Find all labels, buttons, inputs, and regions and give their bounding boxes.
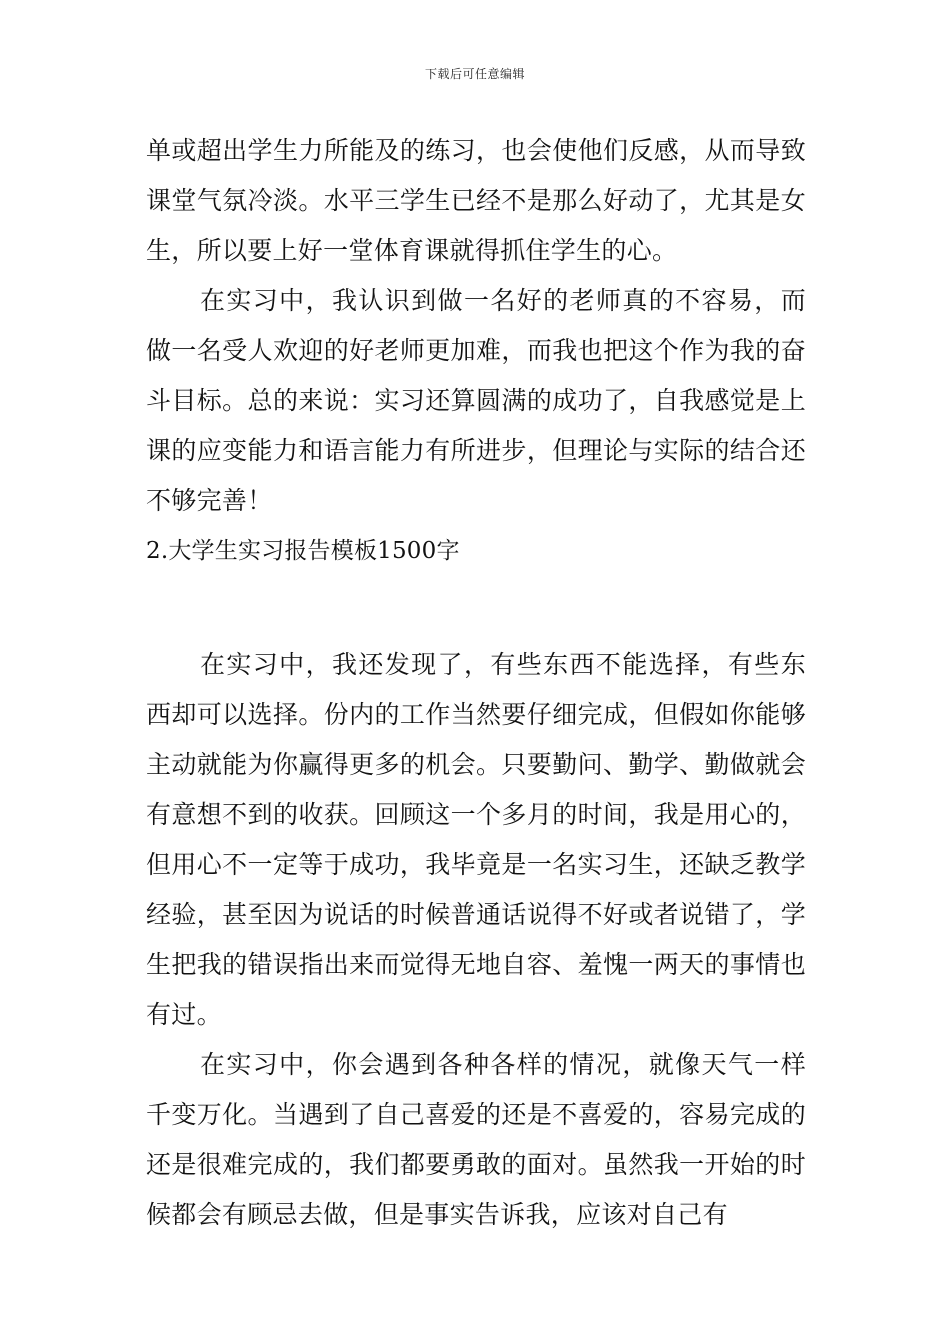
paragraph: 在实习中，我认识到做一名好的老师真的不容易，而做一名受人欢迎的好老师更加难，而我也把这个作为我的奋斗目标。总的来说：实习还算圆满的成功了，自我感觉是上课的应变能力和语言能力有所进步，但理论与实际的结合还不够完善！ <box>146 286 806 515</box>
section-spacer <box>146 576 806 640</box>
paragraph-continuation: 单或超出学生力所能及的练习，也会使他们反感，从而导致课堂气氛冷淡。水平三学生已经不是那么好动了，尤其是女生，所以要上好一堂体育课就得抓住学生的心。 <box>146 136 806 265</box>
section-heading: 2.大学生实习报告模板1500字 <box>146 538 460 564</box>
document-body <box>146 126 806 1240</box>
paragraph: 在实习中，你会遇到各种各样的情况，就像天气一样千变万化。当遇到了自己喜爱的还是不喜爱的，容易完成的还是很难完成的，我们都要勇敢的面对。虽然我一开始的时候都会有顾忌去做，但是事实告诉我，应该对自己有 <box>146 1050 806 1229</box>
page-header: 下载后可任意编辑 <box>424 67 525 81</box>
paragraph: 在实习中，我还发现了，有些东西不能选择，有些东西却可以选择。份内的工作当然要仔细完成，但假如你能够主动就能为你赢得更多的机会。只要勤问、勤学、勤做就会有意想不到的收获。回顾这一个多月的时间，我是用心的，但用心不一定等于成功，我毕竟是一名实习生，还缺乏教学经验，甚至因为说话的时候普通话说得不好或者说错了，学生把我的错误指出来而觉得无地自容、羞愧一两天的事情也有过。 <box>146 650 806 1029</box>
